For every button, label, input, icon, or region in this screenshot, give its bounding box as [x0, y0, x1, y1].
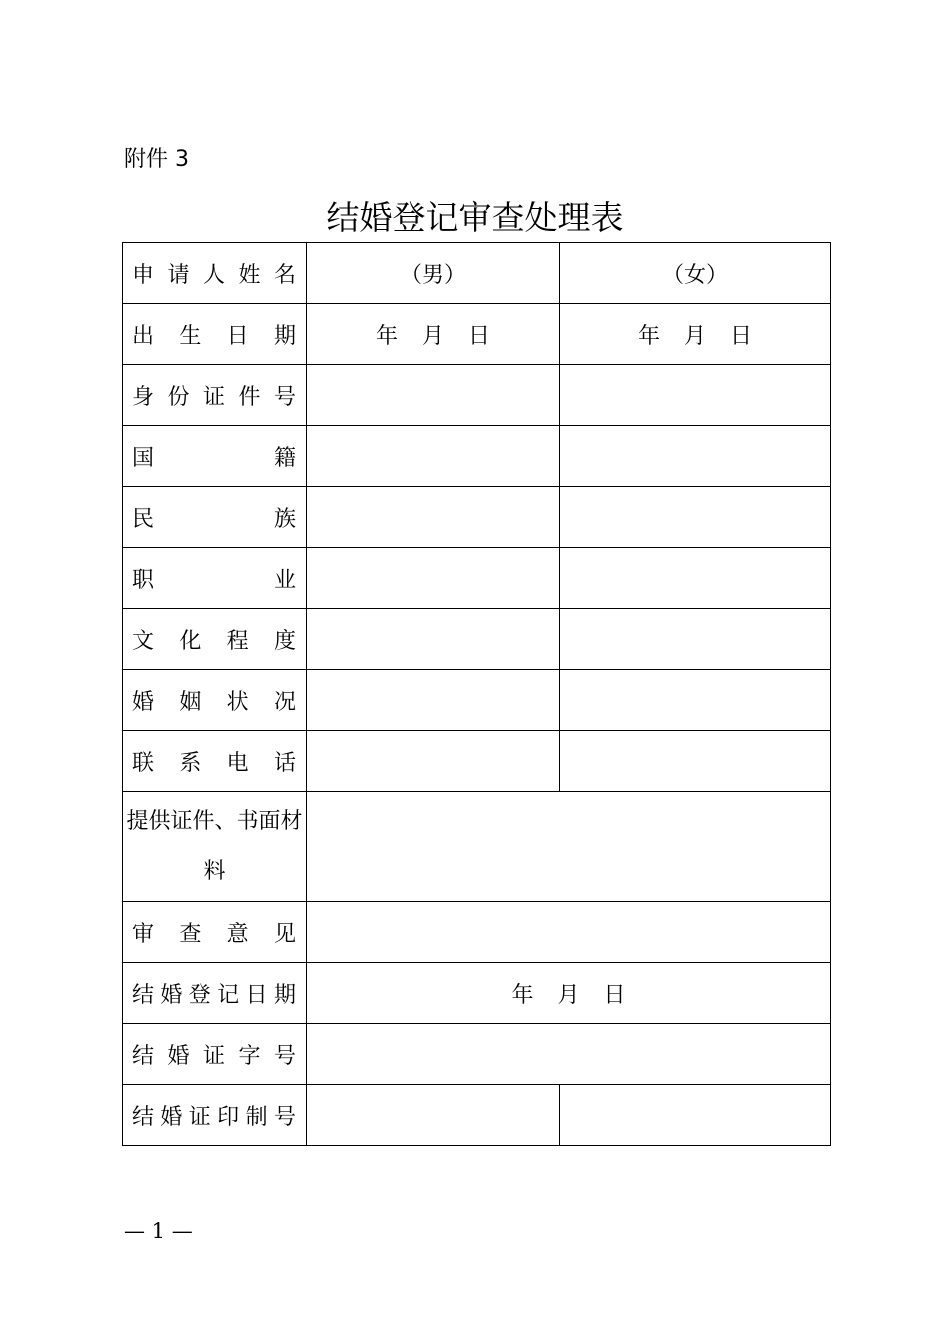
label-char: 程 — [226, 628, 249, 654]
label-char: 期 — [273, 982, 296, 1008]
label-char: 名 — [273, 262, 296, 288]
documents-field[interactable] — [307, 792, 831, 902]
label-char: 婚 — [132, 689, 155, 715]
year-label: 年 — [637, 323, 660, 349]
date-placeholder — [511, 978, 625, 1009]
row-documents — [123, 792, 831, 902]
row-ethnicity — [123, 487, 831, 548]
spread-label — [123, 1039, 306, 1070]
label-char: 国 — [132, 445, 155, 471]
id-number-male[interactable] — [307, 365, 560, 426]
certificate-print-number-male[interactable] — [307, 1085, 560, 1146]
label-nationality — [123, 426, 307, 487]
label-char: 业 — [273, 567, 296, 593]
label-char: 婚 — [160, 982, 183, 1008]
year-label: 年 — [511, 982, 534, 1008]
label-char: 见 — [273, 921, 296, 947]
label-char: 身 — [132, 384, 155, 410]
label-char: 婚 — [160, 1104, 183, 1130]
nationality-female[interactable] — [560, 426, 831, 487]
nationality-male[interactable] — [307, 426, 560, 487]
label-char: 文 — [132, 628, 155, 654]
label-char: 族 — [273, 506, 296, 532]
review-opinion-field[interactable] — [307, 902, 831, 963]
label-ethnicity — [123, 487, 307, 548]
label-char: 度 — [273, 628, 296, 654]
label-char: 姓 — [238, 262, 261, 288]
row-occupation — [123, 548, 831, 609]
label-char: 民 — [132, 506, 155, 532]
label-education — [123, 609, 307, 670]
certificate-print-number-female[interactable] — [560, 1085, 831, 1146]
phone-female[interactable] — [560, 731, 831, 792]
education-male[interactable] — [307, 609, 560, 670]
label-id-number — [123, 365, 307, 426]
label-char: 结 — [132, 1043, 155, 1069]
label-char: 姻 — [179, 689, 202, 715]
day-label: 日 — [603, 982, 626, 1008]
row-nationality — [123, 426, 831, 487]
label-birth-date — [123, 304, 307, 365]
certificate-number-field[interactable] — [307, 1024, 831, 1085]
label-char: 号 — [273, 1043, 296, 1069]
label-char: 况 — [273, 689, 296, 715]
label-char: 结 — [132, 1104, 155, 1130]
spread-label — [123, 978, 306, 1009]
label-review-opinion — [123, 902, 307, 963]
label-char: 申 — [132, 262, 155, 288]
row-certificate-print-number — [123, 1085, 831, 1146]
label-char: 证 — [202, 1043, 225, 1069]
spread-label — [123, 563, 306, 594]
day-label: 日 — [468, 323, 491, 349]
label-certificate-print-number — [123, 1085, 307, 1146]
registration-date-field[interactable] — [307, 963, 831, 1024]
label-char: 生 — [179, 323, 202, 349]
label-char: 审 — [132, 921, 155, 947]
occupation-female[interactable] — [560, 548, 831, 609]
label-documents: 提供证件、书面材料 — [123, 792, 307, 902]
month-label: 月 — [421, 323, 444, 349]
id-number-female[interactable] — [560, 365, 831, 426]
label-char: 化 — [179, 628, 202, 654]
spread-label — [123, 917, 306, 948]
label-char: 结 — [132, 982, 155, 1008]
label-marital-status — [123, 670, 307, 731]
label-char: 出 — [132, 323, 155, 349]
label-char: 号 — [273, 1104, 296, 1130]
occupation-male[interactable] — [307, 548, 560, 609]
label-char: 电 — [226, 750, 249, 776]
label-char: 字 — [238, 1043, 261, 1069]
label-phone — [123, 731, 307, 792]
day-label: 日 — [730, 323, 753, 349]
spread-label — [123, 502, 306, 533]
label-char: 份 — [167, 384, 190, 410]
label-char: 制 — [245, 1104, 268, 1130]
month-label: 月 — [557, 982, 580, 1008]
label-char: 查 — [179, 921, 202, 947]
spread-label — [123, 258, 306, 289]
marriage-registration-form — [122, 242, 831, 1146]
label-char: 状 — [226, 689, 249, 715]
label-char: 系 — [179, 750, 202, 776]
marital-status-female[interactable] — [560, 670, 831, 731]
row-education — [123, 609, 831, 670]
label-char: 登 — [188, 982, 211, 1008]
label-char: 职 — [132, 567, 155, 593]
row-applicant-name — [123, 243, 831, 304]
label-char: 期 — [273, 323, 296, 349]
label-char: 证 — [188, 1104, 211, 1130]
label-char: 人 — [202, 262, 225, 288]
spread-label — [123, 380, 306, 411]
label-char: 话 — [273, 750, 296, 776]
label-char: 印 — [217, 1104, 240, 1130]
row-registration-date — [123, 963, 831, 1024]
header-female: （女） — [560, 243, 831, 304]
header-male: （男） — [307, 243, 560, 304]
label-char: 号 — [273, 384, 296, 410]
education-female[interactable] — [560, 609, 831, 670]
page-number: — 1 — — [124, 1219, 193, 1243]
spread-label — [123, 746, 306, 777]
month-label: 月 — [683, 323, 706, 349]
label-char: 联 — [132, 750, 155, 776]
label-char: 证 — [202, 384, 225, 410]
label-certificate-number — [123, 1024, 307, 1085]
label-char: 记 — [217, 982, 240, 1008]
label-char: 意 — [226, 921, 249, 947]
row-marital-status — [123, 670, 831, 731]
spread-label — [123, 319, 306, 350]
form-title: 结婚登记审查处理表 — [326, 198, 624, 237]
year-label: 年 — [375, 323, 398, 349]
birth-date-male[interactable] — [307, 304, 560, 365]
date-placeholder — [638, 319, 752, 350]
birth-date-female[interactable] — [560, 304, 831, 365]
attachment-label: 附件 3 — [124, 147, 189, 172]
label-occupation — [123, 548, 307, 609]
row-phone — [123, 731, 831, 792]
marital-status-male[interactable] — [307, 670, 560, 731]
spread-label — [123, 1100, 306, 1131]
label-char: 日 — [226, 323, 249, 349]
spread-label — [123, 441, 306, 472]
row-birth-date — [123, 304, 831, 365]
row-review-opinion — [123, 902, 831, 963]
label-registration-date — [123, 963, 307, 1024]
ethnicity-male[interactable] — [307, 487, 560, 548]
label-char: 籍 — [273, 445, 296, 471]
label-char: 请 — [167, 262, 190, 288]
phone-male[interactable] — [307, 731, 560, 792]
label-char: 日 — [245, 982, 268, 1008]
date-placeholder — [376, 319, 490, 350]
spread-label — [123, 685, 306, 716]
label-applicant-name — [123, 243, 307, 304]
label-char: 件 — [238, 384, 261, 410]
label-char: 婚 — [167, 1043, 190, 1069]
spread-label — [123, 624, 306, 655]
row-certificate-number — [123, 1024, 831, 1085]
row-id-number — [123, 365, 831, 426]
ethnicity-female[interactable] — [560, 487, 831, 548]
